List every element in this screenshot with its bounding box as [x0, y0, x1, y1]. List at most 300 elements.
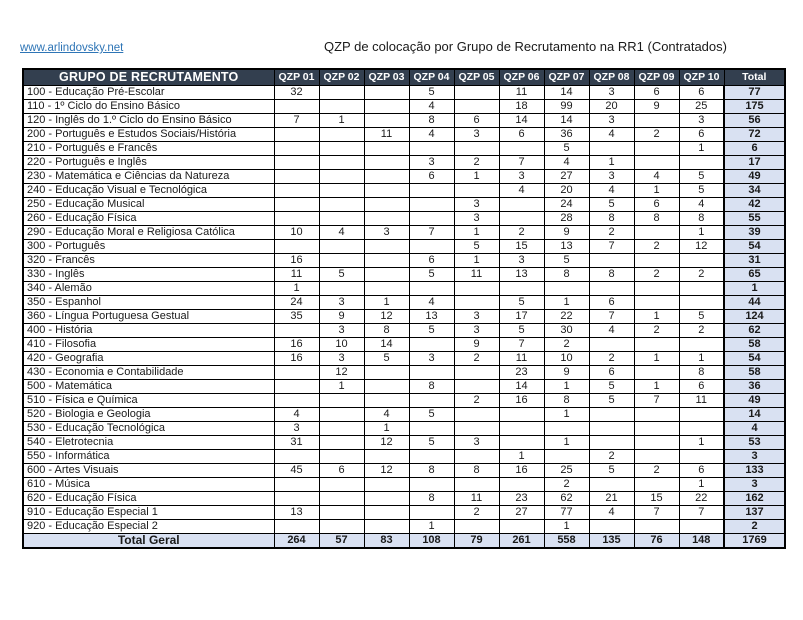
value-cell: 20 [589, 99, 634, 113]
value-cell: 3 [364, 225, 409, 239]
value-cell [319, 281, 364, 295]
table-row [23, 99, 785, 113]
value-cell: 2 [634, 323, 679, 337]
column-header-grupo-de-recrutamento: GRUPO DE RECRUTAMENTO [23, 69, 274, 85]
value-cell [364, 155, 409, 169]
table-row [23, 169, 785, 183]
value-cell: 30 [544, 323, 589, 337]
value-cell: 9 [319, 309, 364, 323]
value-cell: 23 [499, 365, 544, 379]
table-row [23, 225, 785, 239]
value-cell [409, 197, 454, 211]
table-row [23, 281, 785, 295]
table-row [23, 435, 785, 449]
value-cell: 1 [544, 295, 589, 309]
value-cell: 36 [544, 127, 589, 141]
table-footer [23, 533, 785, 548]
row-total-cell: 49 [724, 393, 785, 407]
value-cell: 7 [634, 393, 679, 407]
value-cell: 7 [634, 505, 679, 519]
value-cell [364, 183, 409, 197]
value-cell [634, 295, 679, 309]
group-name-cell: 110 - 1º Ciclo do Ensino Básico [23, 99, 274, 113]
value-cell [544, 281, 589, 295]
value-cell [274, 211, 319, 225]
table-row [23, 295, 785, 309]
column-total-cell: 83 [364, 533, 409, 548]
value-cell [274, 519, 319, 533]
value-cell: 11 [454, 267, 499, 281]
value-cell [274, 99, 319, 113]
value-cell [364, 365, 409, 379]
value-cell: 12 [319, 365, 364, 379]
value-cell: 12 [364, 435, 409, 449]
value-cell [679, 337, 724, 351]
column-header-qzp-03: QZP 03 [364, 69, 409, 85]
column-total-cell: 148 [679, 533, 724, 548]
page-title: QZP de colocação por Grupo de Recrutamento na RR1 (Contratados) [324, 39, 727, 54]
value-cell [679, 295, 724, 309]
row-total-cell: 14 [724, 407, 785, 421]
value-cell [499, 421, 544, 435]
value-cell [679, 407, 724, 421]
value-cell: 7 [499, 337, 544, 351]
value-cell: 1 [364, 421, 409, 435]
value-cell: 21 [589, 491, 634, 505]
column-header-qzp-09: QZP 09 [634, 69, 679, 85]
group-name-cell: 430 - Economia e Contabilidade [23, 365, 274, 379]
value-cell [319, 449, 364, 463]
value-cell [364, 477, 409, 491]
value-cell [319, 127, 364, 141]
value-cell: 6 [409, 253, 454, 267]
row-total-cell: 6 [724, 141, 785, 155]
column-total-cell: 79 [454, 533, 499, 548]
row-total-cell: 31 [724, 253, 785, 267]
value-cell: 1 [679, 477, 724, 491]
value-cell [589, 435, 634, 449]
value-cell [274, 323, 319, 337]
value-cell [364, 491, 409, 505]
table-row [23, 323, 785, 337]
value-cell: 2 [454, 155, 499, 169]
value-cell: 77 [544, 505, 589, 519]
value-cell: 3 [454, 127, 499, 141]
value-cell: 8 [679, 211, 724, 225]
table-row [23, 155, 785, 169]
row-total-cell: 65 [724, 267, 785, 281]
value-cell: 9 [544, 225, 589, 239]
value-cell: 5 [544, 253, 589, 267]
value-cell: 4 [409, 99, 454, 113]
value-cell [319, 421, 364, 435]
value-cell: 5 [409, 85, 454, 99]
value-cell [274, 183, 319, 197]
value-cell: 1 [454, 169, 499, 183]
value-cell: 4 [589, 127, 634, 141]
value-cell [679, 519, 724, 533]
value-cell: 22 [544, 309, 589, 323]
value-cell: 5 [589, 379, 634, 393]
group-name-cell: 250 - Educação Musical [23, 197, 274, 211]
row-total-cell: 77 [724, 85, 785, 99]
value-cell: 5 [589, 393, 634, 407]
value-cell: 28 [544, 211, 589, 225]
value-cell [274, 127, 319, 141]
value-cell: 62 [544, 491, 589, 505]
value-cell [409, 393, 454, 407]
value-cell: 4 [679, 197, 724, 211]
value-cell [319, 85, 364, 99]
value-cell [589, 281, 634, 295]
value-cell: 8 [544, 393, 589, 407]
value-cell [589, 337, 634, 351]
value-cell: 11 [499, 351, 544, 365]
value-cell: 8 [409, 379, 454, 393]
value-cell: 25 [544, 463, 589, 477]
value-cell [409, 337, 454, 351]
value-cell: 25 [679, 99, 724, 113]
value-cell: 2 [634, 267, 679, 281]
value-cell [634, 365, 679, 379]
value-cell: 5 [319, 267, 364, 281]
value-cell [679, 253, 724, 267]
value-cell: 2 [454, 505, 499, 519]
value-cell [634, 337, 679, 351]
value-cell: 3 [589, 113, 634, 127]
value-cell: 24 [544, 197, 589, 211]
value-cell: 16 [274, 337, 319, 351]
group-name-cell: 420 - Geografia [23, 351, 274, 365]
total-row [23, 533, 785, 548]
value-cell [274, 155, 319, 169]
value-cell [364, 379, 409, 393]
value-cell: 1 [319, 113, 364, 127]
value-cell [319, 407, 364, 421]
value-cell [274, 169, 319, 183]
value-cell: 5 [589, 197, 634, 211]
group-name-cell: 520 - Biologia e Geologia [23, 407, 274, 421]
value-cell: 8 [454, 463, 499, 477]
row-total-cell: 54 [724, 351, 785, 365]
group-name-cell: 120 - Inglês do 1.º Ciclo do Ensino Básico [23, 113, 274, 127]
value-cell [544, 449, 589, 463]
value-cell [454, 141, 499, 155]
value-cell: 6 [634, 197, 679, 211]
value-cell: 4 [274, 407, 319, 421]
table-body [23, 85, 785, 533]
value-cell [454, 281, 499, 295]
value-cell [364, 211, 409, 225]
value-cell: 3 [499, 169, 544, 183]
grand-total-cell: 1769 [724, 533, 785, 548]
value-cell [589, 141, 634, 155]
value-cell [454, 477, 499, 491]
table-row [23, 253, 785, 267]
group-name-cell: 320 - Francês [23, 253, 274, 267]
value-cell [274, 491, 319, 505]
row-total-cell: 58 [724, 337, 785, 351]
table-row [23, 407, 785, 421]
row-total-cell: 55 [724, 211, 785, 225]
value-cell: 7 [499, 155, 544, 169]
group-name-cell: 540 - Eletrotecnia [23, 435, 274, 449]
value-cell [319, 505, 364, 519]
value-cell: 6 [454, 113, 499, 127]
value-cell [364, 239, 409, 253]
table-row [23, 351, 785, 365]
value-cell [274, 477, 319, 491]
value-cell: 2 [589, 225, 634, 239]
value-cell [634, 421, 679, 435]
value-cell [319, 393, 364, 407]
value-cell [589, 519, 634, 533]
value-cell [634, 435, 679, 449]
value-cell [319, 155, 364, 169]
value-cell [364, 267, 409, 281]
value-cell [409, 239, 454, 253]
value-cell [499, 141, 544, 155]
group-name-cell: 330 - Inglês [23, 267, 274, 281]
value-cell: 4 [589, 505, 634, 519]
value-cell [634, 141, 679, 155]
value-cell [319, 491, 364, 505]
value-cell: 1 [544, 519, 589, 533]
column-header-qzp-02: QZP 02 [319, 69, 364, 85]
value-cell [499, 435, 544, 449]
value-cell: 3 [454, 435, 499, 449]
value-cell: 9 [454, 337, 499, 351]
group-name-cell: 360 - Língua Portuguesa Gestual [23, 309, 274, 323]
row-total-cell: 3 [724, 449, 785, 463]
group-name-cell: 210 - Português e Francês [23, 141, 274, 155]
value-cell: 4 [319, 225, 364, 239]
value-cell: 12 [364, 309, 409, 323]
value-cell [409, 477, 454, 491]
table-row [23, 449, 785, 463]
value-cell [634, 519, 679, 533]
value-cell: 14 [364, 337, 409, 351]
table-row [23, 113, 785, 127]
column-header-qzp-04: QZP 04 [409, 69, 454, 85]
value-cell: 11 [364, 127, 409, 141]
value-cell: 99 [544, 99, 589, 113]
row-total-cell: 54 [724, 239, 785, 253]
value-cell: 3 [499, 253, 544, 267]
value-cell: 3 [589, 169, 634, 183]
value-cell: 1 [544, 379, 589, 393]
group-name-cell: 350 - Espanhol [23, 295, 274, 309]
group-name-cell: 240 - Educação Visual e Tecnológica [23, 183, 274, 197]
value-cell: 2 [679, 267, 724, 281]
value-cell [499, 197, 544, 211]
table-row [23, 337, 785, 351]
table-row [23, 183, 785, 197]
row-total-cell: 1 [724, 281, 785, 295]
value-cell: 17 [499, 309, 544, 323]
value-cell: 2 [589, 351, 634, 365]
table-row [23, 491, 785, 505]
value-cell: 3 [679, 113, 724, 127]
value-cell: 16 [274, 351, 319, 365]
value-cell: 11 [499, 85, 544, 99]
value-cell: 1 [679, 351, 724, 365]
value-cell: 1 [409, 519, 454, 533]
value-cell [634, 449, 679, 463]
value-cell: 20 [544, 183, 589, 197]
value-cell: 16 [499, 393, 544, 407]
value-cell: 13 [499, 267, 544, 281]
group-name-cell: 260 - Educação Física [23, 211, 274, 225]
value-cell: 11 [679, 393, 724, 407]
value-cell: 27 [544, 169, 589, 183]
group-name-cell: 400 - História [23, 323, 274, 337]
value-cell [364, 197, 409, 211]
row-total-cell: 42 [724, 197, 785, 211]
value-cell [319, 141, 364, 155]
table-row [23, 505, 785, 519]
value-cell [409, 365, 454, 379]
value-cell [589, 421, 634, 435]
column-total-cell: 108 [409, 533, 454, 548]
table-row [23, 127, 785, 141]
value-cell [319, 183, 364, 197]
table-row [23, 421, 785, 435]
value-cell: 4 [634, 169, 679, 183]
value-cell: 1 [274, 281, 319, 295]
value-cell: 3 [274, 421, 319, 435]
value-cell: 7 [589, 309, 634, 323]
value-cell: 8 [409, 113, 454, 127]
value-cell: 5 [499, 295, 544, 309]
column-header-total: Total [724, 69, 785, 85]
value-cell: 12 [679, 239, 724, 253]
group-name-cell: 410 - Filosofia [23, 337, 274, 351]
value-cell: 3 [319, 323, 364, 337]
value-cell [364, 99, 409, 113]
group-name-cell: 530 - Educação Tecnológica [23, 421, 274, 435]
value-cell [679, 281, 724, 295]
value-cell [634, 113, 679, 127]
value-cell: 1 [679, 435, 724, 449]
group-name-cell: 340 - Alemão [23, 281, 274, 295]
value-cell: 3 [319, 351, 364, 365]
row-total-cell: 4 [724, 421, 785, 435]
value-cell: 2 [679, 323, 724, 337]
row-total-cell: 44 [724, 295, 785, 309]
value-cell [589, 477, 634, 491]
group-name-cell: 610 - Música [23, 477, 274, 491]
value-cell: 5 [679, 309, 724, 323]
value-cell: 9 [634, 99, 679, 113]
group-name-cell: 230 - Matemática e Ciências da Natureza [23, 169, 274, 183]
table-header [23, 69, 785, 85]
row-total-cell: 58 [724, 365, 785, 379]
value-cell: 1 [454, 225, 499, 239]
value-cell: 3 [409, 155, 454, 169]
value-cell: 2 [499, 225, 544, 239]
value-cell: 4 [589, 183, 634, 197]
value-cell [364, 393, 409, 407]
value-cell [274, 141, 319, 155]
value-cell: 4 [544, 155, 589, 169]
value-cell: 45 [274, 463, 319, 477]
value-cell [409, 421, 454, 435]
value-cell [409, 211, 454, 225]
value-cell: 7 [409, 225, 454, 239]
group-name-cell: 500 - Matemática [23, 379, 274, 393]
value-cell [679, 449, 724, 463]
table-row [23, 239, 785, 253]
value-cell [409, 183, 454, 197]
value-cell [274, 239, 319, 253]
column-header-qzp-01: QZP 01 [274, 69, 319, 85]
value-cell: 13 [544, 239, 589, 253]
value-cell: 1 [364, 295, 409, 309]
value-cell [499, 211, 544, 225]
row-total-cell: 133 [724, 463, 785, 477]
value-cell: 8 [364, 323, 409, 337]
value-cell: 8 [589, 211, 634, 225]
table-row [23, 309, 785, 323]
value-cell [319, 211, 364, 225]
value-cell: 5 [409, 407, 454, 421]
value-cell [364, 141, 409, 155]
value-cell: 1 [544, 407, 589, 421]
value-cell: 3 [409, 351, 454, 365]
value-cell: 8 [544, 267, 589, 281]
value-cell [409, 281, 454, 295]
group-name-cell: 920 - Educação Especial 2 [23, 519, 274, 533]
value-cell [319, 197, 364, 211]
column-total-cell: 135 [589, 533, 634, 548]
value-cell [454, 519, 499, 533]
group-name-cell: 290 - Educação Moral e Religiosa Católica [23, 225, 274, 239]
value-cell [364, 449, 409, 463]
value-cell: 3 [454, 309, 499, 323]
row-total-cell: 17 [724, 155, 785, 169]
value-cell [319, 99, 364, 113]
value-cell: 1 [544, 435, 589, 449]
value-cell: 11 [454, 491, 499, 505]
column-header-qzp-07: QZP 07 [544, 69, 589, 85]
value-cell: 5 [589, 463, 634, 477]
site-link[interactable]: www.arlindovsky.net [20, 42, 124, 54]
value-cell: 4 [589, 323, 634, 337]
row-total-cell: 49 [724, 169, 785, 183]
column-total-cell: 264 [274, 533, 319, 548]
value-cell [634, 407, 679, 421]
value-cell [364, 253, 409, 267]
column-header-qzp-08: QZP 08 [589, 69, 634, 85]
value-cell: 4 [409, 295, 454, 309]
value-cell: 1 [634, 183, 679, 197]
value-cell: 23 [499, 491, 544, 505]
value-cell: 16 [274, 253, 319, 267]
value-cell: 22 [679, 491, 724, 505]
table-row [23, 267, 785, 281]
value-cell: 4 [409, 127, 454, 141]
value-cell [454, 365, 499, 379]
value-cell: 27 [499, 505, 544, 519]
value-cell [544, 421, 589, 435]
value-cell: 7 [589, 239, 634, 253]
value-cell [319, 435, 364, 449]
value-cell: 4 [499, 183, 544, 197]
value-cell [499, 281, 544, 295]
value-cell: 2 [589, 449, 634, 463]
value-cell: 13 [409, 309, 454, 323]
